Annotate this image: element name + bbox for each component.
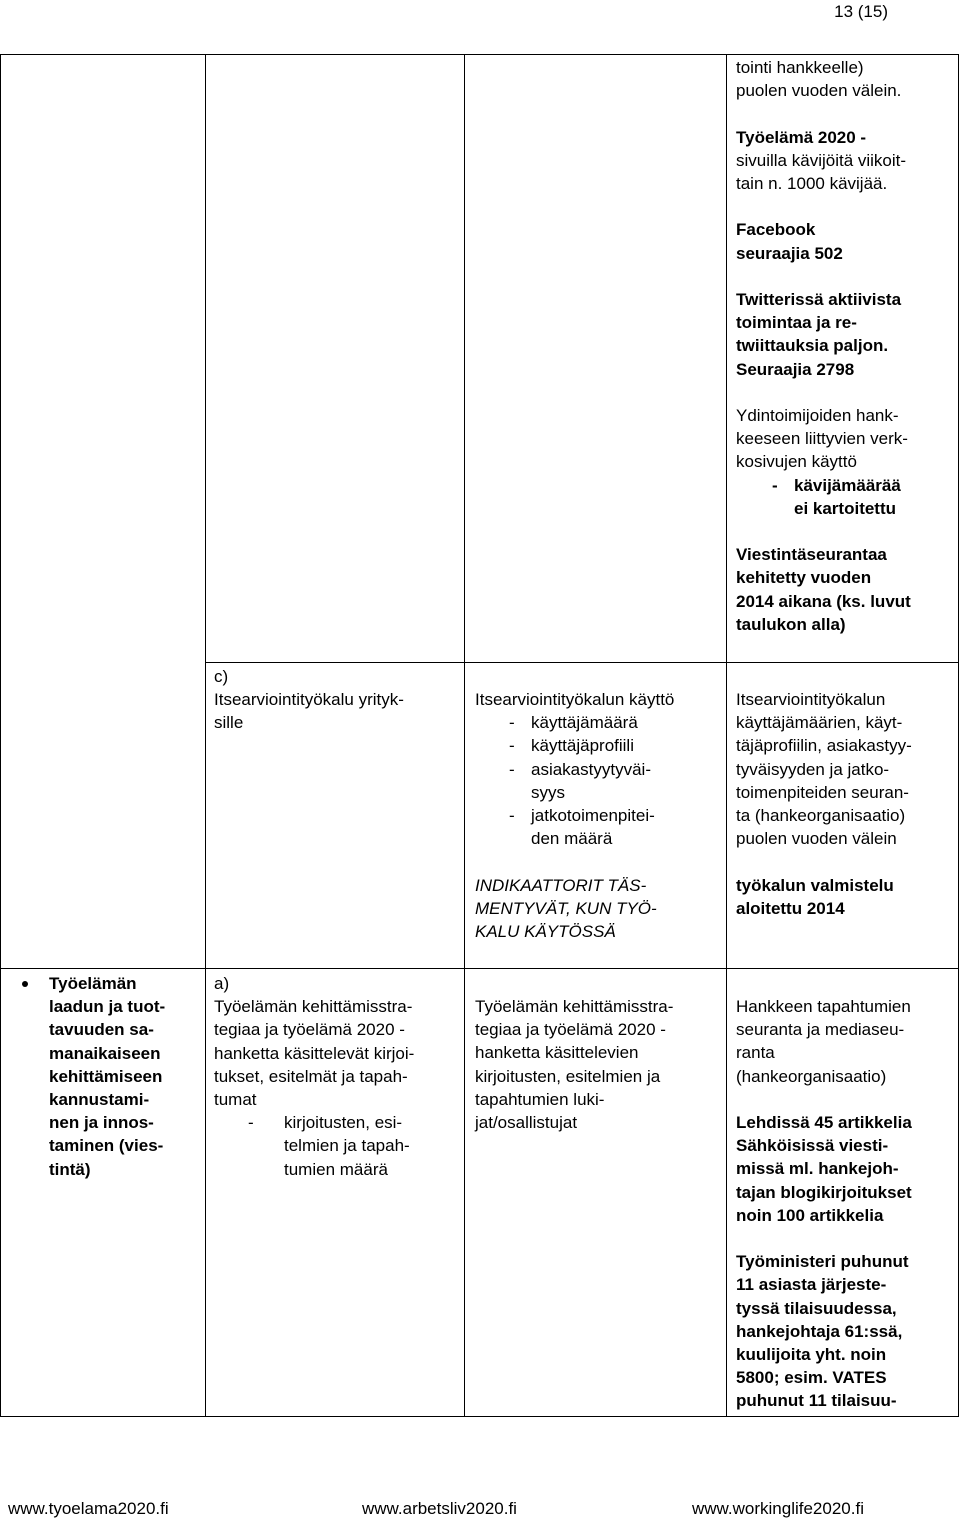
column-divider-3: [726, 54, 727, 1417]
list-item: - jatkotoimenpitei- den määrä: [509, 804, 721, 850]
indicator-note: INDIKAATTORIT TÄS- MENTYVÄT, KUN TYÖ- KALU KÄYTÖSSÄ: [475, 875, 657, 942]
footer-link-english[interactable]: www.workinglife2020.fi: [692, 1499, 864, 1518]
column-divider-1: [205, 54, 206, 1417]
bullet-icon: [22, 981, 28, 987]
footer-link-finnish[interactable]: www.tyoelama2020.fi: [8, 1499, 169, 1518]
dash-marker: -: [509, 736, 515, 756]
table-right-border: [958, 54, 959, 1417]
row3-paragraph-1: Hankkeen tapahtumien seuranta ja mediaseu- ranta (hankeorganisaatio): [736, 997, 911, 1086]
row1-paragraph-5: Ydintoimijoiden hank- keeseen liittyvien verk- kosivujen käyttö: [736, 405, 908, 472]
row-divider-1: [205, 662, 959, 663]
row-divider-2: [0, 968, 959, 969]
row1-paragraph-3: Facebook seuraajia 502: [736, 220, 843, 263]
row1-col4-cell: [736, 56, 954, 636]
row3-col2-cell: [214, 972, 462, 1181]
dash-marker: -: [509, 713, 515, 733]
list-item: - kirjoitusten, esi- telmien ja tapah- tumien määrä: [214, 1111, 462, 1181]
row1-paragraph-6: Viestintäseurantaa kehitetty vuoden 2014 aikana (ks. luvut taulukon alla): [736, 545, 911, 634]
dash-marker: -: [772, 475, 778, 495]
list-item: - käyttäjämäärä: [509, 711, 721, 734]
row2-col3-cell: [475, 688, 721, 943]
tool-usage-list: [475, 711, 721, 850]
row3-col4-cell: [736, 995, 954, 1413]
row3-col1-cell: [8, 972, 202, 1181]
row2-paragraph-2: työkalun valmistelu aloitettu 2014: [736, 875, 894, 918]
list-item: - asiakastyytyväi- syys: [509, 758, 721, 804]
objective-text: Työelämän laadun ja tuot- tavuuden sa- manaikaiseen kehittämiseen kannustami- nen ja innos- taminen (vies- tintä): [49, 974, 166, 1179]
list-item: - käyttäjäprofiili: [509, 734, 721, 757]
table-top-border: [0, 54, 959, 55]
row1-paragraph-1: tointi hankkeelle) puolen vuoden välein.: [736, 58, 902, 101]
page-number: 13 (15): [834, 2, 888, 21]
row3-paragraph-2: Lehdissä 45 artikkelia Sähköisissä viesti- missä ml. hankejoh- tajan blogikirjoitukset noin 100 artikkelia: [736, 1113, 912, 1225]
dash-marker: -: [248, 1113, 254, 1133]
footer-link-swedish[interactable]: www.arbetsliv2020.fi: [362, 1499, 517, 1518]
table-bottom-border: [0, 1416, 959, 1417]
action-text: a) Työelämän kehittämisstra- tegiaa ja työelämä 2020 - hanketta käsittelevät kirjoi- tukset, esitelmät ja tapah- tumat: [214, 974, 415, 1110]
row1-paragraph-4: Twitterissä aktiivista toimintaa ja re- twiittauksia paljon. Seuraajia 2798: [736, 289, 902, 379]
row2-paragraph-1: Itsearviointityökalun käyttäjämäärien, käyt- täjäprofiilin, asiakastyy- tyväisyyden ja jatko- toimenpiteiden seuran- ta (hankeorganisaatio) puolen vuoden välein: [736, 690, 912, 849]
dash-marker: -: [509, 806, 515, 826]
row1-paragraph-2: Työelämä 2020 - sivuilla kävijöitä viikoit- tain n. 1000 kävijää.: [736, 127, 907, 193]
dash-marker: -: [509, 759, 515, 779]
row3-col3-cell: Työelämän kehittämisstra- tegiaa ja työelämä 2020 - hanketta käsittelevien kirjoitusten, esitelmien ja tapahtumien luki- jat/osallistujat: [475, 997, 674, 1133]
row1-dash-item: - kävijämäärää ei kartoitettu: [736, 474, 954, 520]
row2-col4-cell: [736, 688, 954, 920]
row3-paragraph-3: Työministeri puhunut 11 asiasta järjeste- tyssä tilaisuudessa, hankejohtaja 61:ssä, kuulijoita yht. noin 5800; esim. VATES puhunut 11 tilaisuu-: [736, 1252, 909, 1411]
column-divider-2: [464, 54, 465, 1417]
tool-usage-heading: Itsearviointityökalun käyttö: [475, 690, 675, 709]
table-left-border: [0, 54, 1, 1417]
row2-col2-cell: c) Itsearviointityökalu yrityk- sille: [214, 667, 404, 733]
